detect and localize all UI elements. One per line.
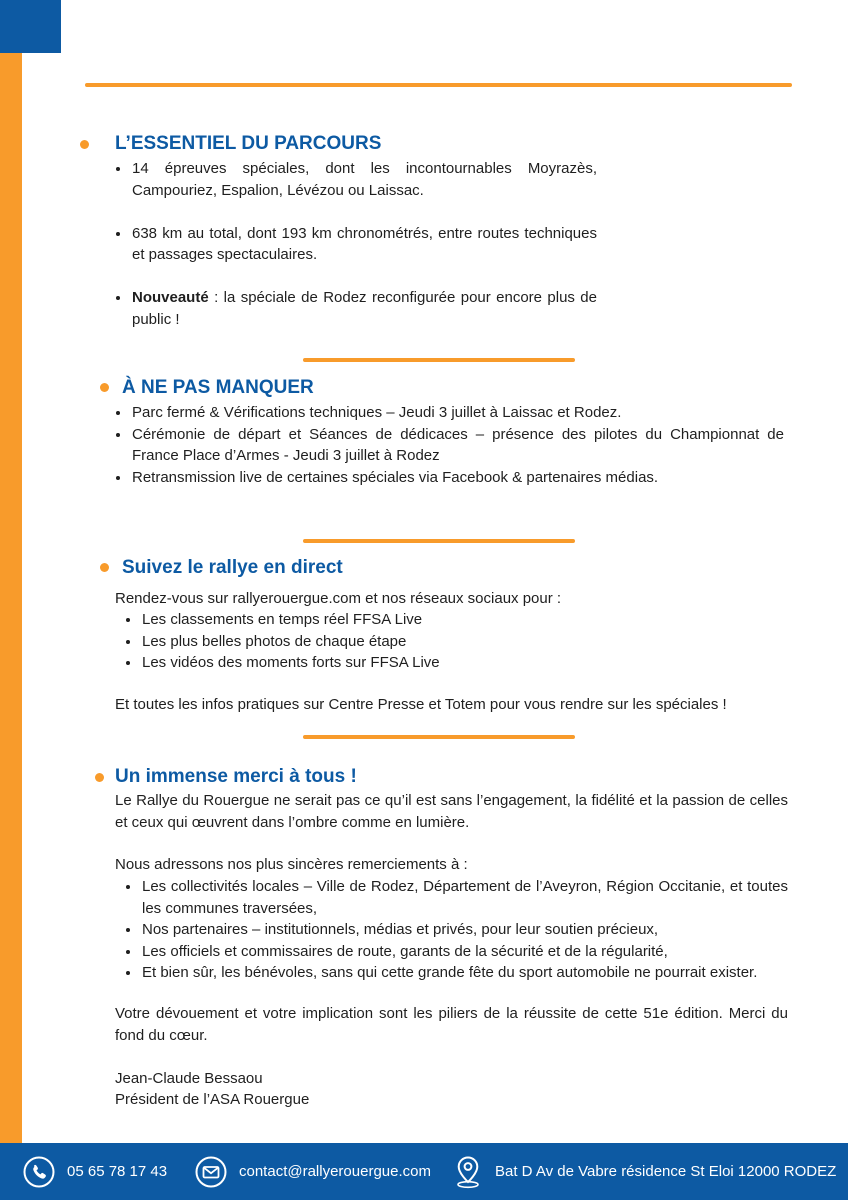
footer-address[interactable] [453,1143,836,1200]
list-item: 14 épreuves spéciales, dont les incontournables Moyrazès, Campouriez, Espalion, Lévézou ou Laissac. [115,158,597,201]
list-item: Parc fermé & Vérifications techniques – Jeudi 3 juillet à Laissac et Rodez. [115,402,784,424]
envelope-icon [195,1156,227,1188]
sidebar-stripe [0,53,22,1143]
section-title-direct: Suivez le rallye en direct [122,557,343,578]
section-bullet-icon [95,773,104,782]
email-address: contact@rallyerouergue.com [239,1163,431,1180]
list-item: Les vidéos des moments forts sur FFSA Live [125,652,785,674]
footer-email[interactable] [195,1143,431,1200]
list-item: Les plus belles photos de chaque étape [125,631,785,653]
direct-outro: Et toutes les infos pratiques sur Centre Presse et Totem pour vous rendre sur les spéciales ! [115,696,727,713]
list-item: Les classements en temps réel FFSA Live [125,609,785,631]
section-bullet-icon [80,140,89,149]
closing-paragraph: Votre dévouement et votre implication sont les piliers de la réussite de cette 51e édition. Merci du fond du cœur. [115,1005,788,1044]
direct-list [125,609,785,674]
location-pin-icon [453,1155,483,1189]
section-bullet-icon [100,383,109,392]
footer-bar [0,1143,848,1200]
section-divider [303,735,575,739]
section-title-parcours: L’ESSENTIEL DU PARCOURS [115,133,382,154]
corner-block [0,0,61,53]
list-item: Nos partenaires – institutionnels, médias et privés, pour leur soutien précieux, [125,919,788,941]
new-label: Nouveauté [132,289,209,306]
merci-intro: Nous adressons nos plus sincères remerciements à : [115,856,468,873]
phone-icon [23,1156,55,1188]
list-item: Et bien sûr, les bénévoles, sans qui cette grande fête du sport automobile ne pourrait exister. [125,962,788,984]
list-item: Les collectivités locales – Ville de Rodez, Département de l’Aveyron, Région Occitanie, et toutes les communes traversées, [125,876,788,919]
phone-number: 05 65 78 17 43 [67,1163,168,1180]
parcours-list [115,158,597,330]
merci-list [125,876,788,984]
list-item [115,287,597,330]
signature-name: Jean-Claude Bessaou [115,1070,263,1087]
direct-intro: Rendez-vous sur rallyerouergue.com et nos réseaux sociaux pour : [115,590,562,607]
section-divider [303,358,575,362]
merci-paragraph: Le Rallye du Rouergue ne serait pas ce qu’il est sans l’engagement, la fidélité et la passion de celles et ceux qui œuvrent dans l’ombre comme en lumière. [115,792,788,831]
list-item: Retransmission live de certaines spéciales via Facebook & partenaires médias. [115,467,784,489]
ne-pas-manquer-list [115,402,784,488]
section-title-merci: Un immense merci à tous ! [115,766,357,787]
signature-role: Président de l’ASA Rouergue [115,1091,310,1108]
new-text: : la spéciale de Rodez reconfigurée pour encore plus de public ! [132,289,597,328]
footer-phone[interactable] [23,1143,167,1200]
top-divider [85,83,792,87]
section-divider [303,539,575,543]
section-title-ne-pas-manquer: À NE PAS MANQUER [122,377,314,398]
postal-address: Bat D Av de Vabre résidence St Eloi 12000 RODEZ [495,1163,837,1180]
section-bullet-icon [100,563,109,572]
list-item: Les officiels et commissaires de route, garants de la sécurité et de la régularité, [125,941,788,963]
list-item: Cérémonie de départ et Séances de dédicaces – présence des pilotes du Championnat de France Place d’Armes - Jeudi 3 juillet à Rodez [115,424,784,467]
list-item: 638 km au total, dont 193 km chronométrés, entre routes techniques et passages spectaculaires. [115,223,597,266]
